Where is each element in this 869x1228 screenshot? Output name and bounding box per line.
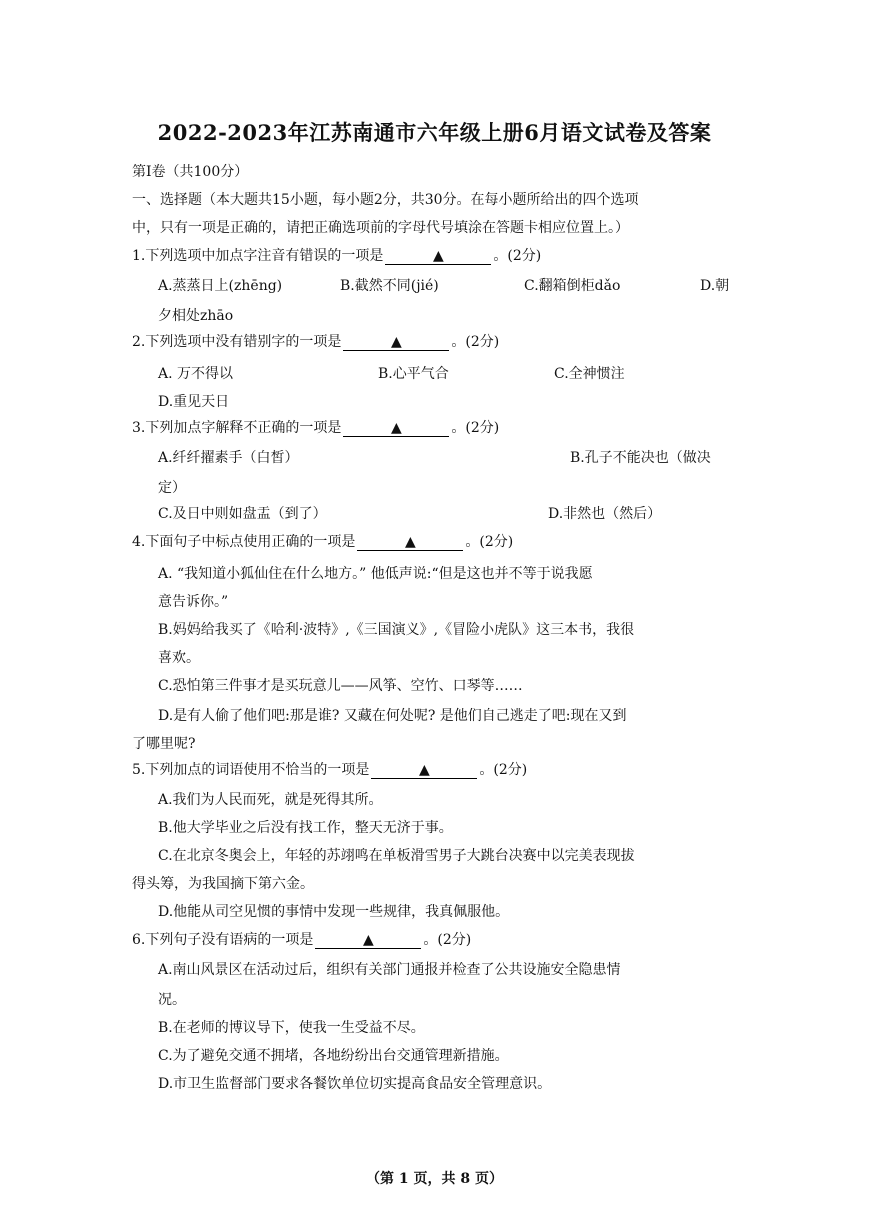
q6-option-a: A.南山风景区在活动过后，组织有关部门通报并检查了公共设施安全隐患情 (158, 962, 621, 978)
q3-option-a: A.纤纤擢素手（白皙） (158, 450, 299, 466)
q1-option-d-cont: 夕相处zhāo (158, 308, 234, 324)
q6-option-c: C.为了避免交通不拥堵，各地纷纷出台交通管理新措施。 (158, 1048, 509, 1064)
q5-option-b: B.他大学毕业之后没有找工作，整天无济于事。 (158, 820, 453, 836)
question-1-stem (132, 246, 541, 266)
question-stem-text: 1.下列选项中加点字注音有错误的一项是 (132, 248, 384, 264)
answer-blank: ▲ (343, 334, 449, 351)
q1-option-d: D.朝 (700, 278, 730, 294)
question-stem-text: 2.下列选项中没有错别字的一项是 (132, 334, 342, 350)
question-stem-text: 5.下列加点的词语使用不恰当的一项是 (132, 762, 370, 778)
question-stem-text: 4.下面句子中标点使用正确的一项是 (132, 534, 356, 550)
question-6-stem (132, 930, 471, 950)
question-stem-text: 3.下列加点字解释不正确的一项是 (132, 420, 342, 436)
q6-option-d: D.市卫生监督部门要求各餐饮单位切实提高食品安全管理意识。 (158, 1076, 552, 1092)
q4-option-d-cont: 了哪里呢? (132, 736, 196, 752)
q3-option-d: D.非然也（然后） (548, 506, 662, 522)
page-footer: （第 1 页，共 8 页） (366, 1171, 503, 1187)
q3-option-b: B.孔子不能决也（做决 (570, 450, 711, 466)
q1-option-c: C.翻箱倒柜dǎo (524, 278, 621, 294)
q2-option-b: B.心平气合 (378, 366, 449, 382)
question-score: 。(2分) (479, 762, 528, 778)
q5-option-a: A.我们为人民而死，就是死得其所。 (158, 792, 383, 808)
q4-option-a: A. “我知道小狐仙住在什么地方。” 他低声说:“但是这也并不等于说我愿 (158, 566, 593, 582)
answer-blank: ▲ (357, 534, 463, 551)
q3-option-b-cont: 定） (158, 480, 186, 496)
intro-line-2: 中，只有一项是正确的，请把正确选项前的字母代号填涂在答题卡相应位置上。） (132, 220, 629, 236)
question-score: 。(2分) (451, 334, 500, 350)
q5-option-c-cont: 得头筹，为我国摘下第六金。 (132, 876, 314, 892)
question-score: 。(2分) (451, 420, 500, 436)
q2-option-a: A. 万不得以 (158, 366, 234, 382)
q2-option-d: D.重见天日 (158, 394, 230, 410)
page-title: 2022-2023年江苏南通市六年级上册6月语文试卷及答案 (157, 120, 712, 145)
question-3-stem (132, 418, 499, 438)
q2-option-c: C.全神惯注 (554, 366, 625, 382)
q6-option-a-cont: 况。 (158, 992, 186, 1008)
q5-option-d: D.他能从司空见惯的事情中发现一些规律，我真佩服他。 (158, 904, 510, 920)
question-4-stem (132, 532, 513, 552)
q3-option-c: C.及日中则如盘盂（到了） (158, 506, 327, 522)
question-2-stem (132, 332, 499, 352)
question-stem-text: 6.下列句子没有语病的一项是 (132, 932, 314, 948)
question-score: 。(2分) (423, 932, 472, 948)
q4-option-b: B.妈妈给我买了《哈利·波特》,《三国演义》,《冒险小虎队》这三本书，我很 (158, 622, 635, 638)
answer-blank: ▲ (343, 420, 449, 437)
q4-option-d: D.是有人偷了他们吧:那是谁? 又藏在何处呢? 是他们自己逃走了吧:现在又到 (158, 708, 627, 724)
q1-option-b: B.截然不同(jié) (340, 278, 439, 294)
question-score: 。(2分) (465, 534, 514, 550)
question-5-stem (132, 760, 527, 780)
section-heading: 第Ⅰ卷（共100分） (132, 164, 249, 180)
q6-option-b: B.在老师的博议导下，使我一生受益不尽。 (158, 1020, 425, 1036)
intro-line-1: 一、选择题（本大题共15小题，每小题2分，共30分。在每小题所给出的四个选项 (132, 192, 639, 208)
q1-option-a: A.蒸蒸日上(zhēng) (158, 278, 283, 294)
q4-option-a-cont: 意告诉你。” (158, 594, 229, 610)
answer-blank: ▲ (371, 762, 477, 779)
question-score: 。(2分) (493, 248, 542, 264)
q5-option-c: C.在北京冬奥会上，年轻的苏翊鸣在单板滑雪男子大跳台决赛中以完美表现拔 (158, 848, 635, 864)
answer-blank: ▲ (315, 932, 421, 949)
q4-option-c: C.恐怕第三件事才是买玩意儿——风筝、空竹、口琴等…… (158, 678, 523, 694)
answer-blank: ▲ (385, 248, 491, 265)
q4-option-b-cont: 喜欢。 (158, 650, 200, 666)
